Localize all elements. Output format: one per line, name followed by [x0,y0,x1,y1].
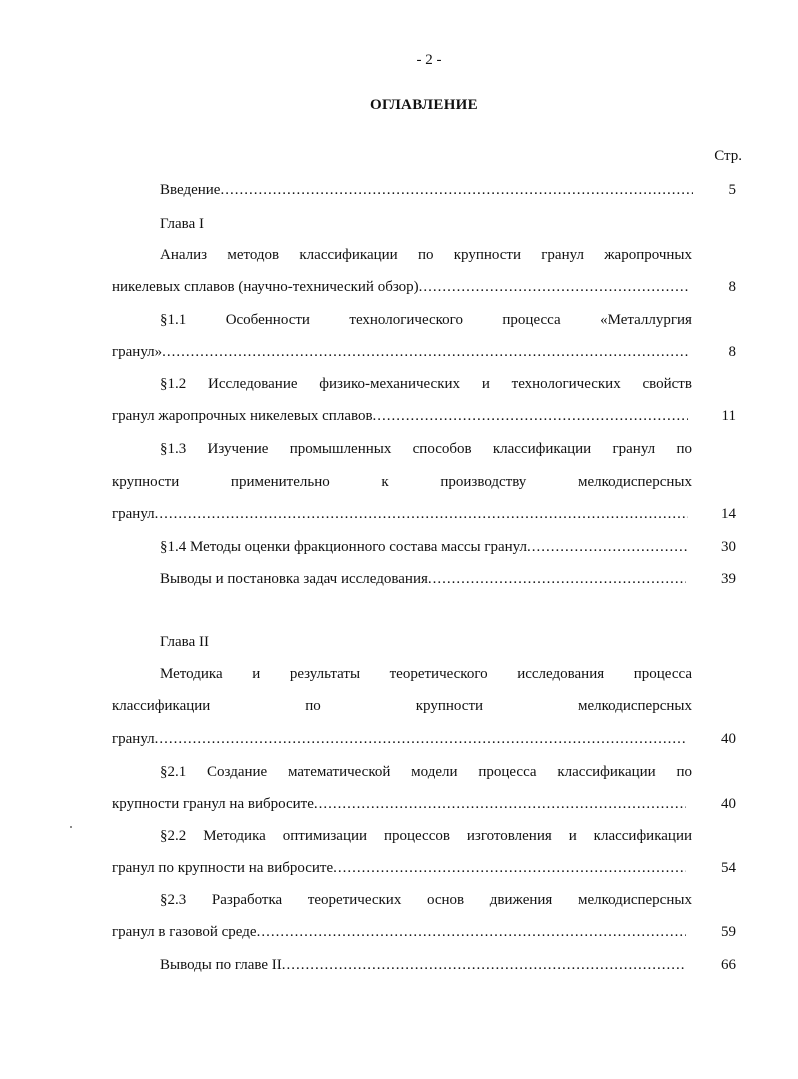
toc-entry-line[interactable] [112,472,692,492]
toc-entry-text: гранул [112,506,155,522]
word: Разработка [211,892,283,908]
word: Изучение [207,441,269,457]
toc-entry-intro[interactable] [160,180,693,200]
word: гранул [541,247,584,263]
word: крупности [453,247,522,263]
word: процессов [383,828,450,844]
word: крупности [112,474,180,490]
word: основ [426,892,465,908]
word: исследования [517,666,605,682]
word: §1.2 [160,376,187,392]
toc-entry-text: гранул [112,731,155,747]
leader-dots [282,955,686,975]
toc-entry-line[interactable] [112,504,688,524]
word: §1.3 [160,441,187,457]
word: мелкодисперсных [577,698,692,714]
word: Методика [160,666,223,682]
word: мелкодисперсных [577,474,692,490]
word: промышленных [289,441,392,457]
toc-entry-text: гранул в газовой среде [112,924,257,940]
toc-entry-text: гранул жаропрочных никелевых сплавов [112,408,373,424]
word: Особенности [225,312,310,328]
toc-page-number: 8 [728,279,736,295]
leader-dots [257,922,686,942]
word: классификации [593,828,692,844]
toc-entry-line[interactable] [112,406,688,426]
word: к [381,474,389,490]
word: модели [411,764,458,780]
word: и [481,376,490,392]
word: классификации [492,441,592,457]
toc-entry-1-3[interactable] [160,439,692,459]
toc-entry-chapter2-title[interactable] [160,664,692,684]
leader-dots [333,858,686,878]
toc-entry-line[interactable] [112,277,688,297]
word: Создание [207,764,268,780]
word: процесса [478,764,537,780]
toc-entry-conclusions-2[interactable] [160,955,686,975]
word: математической [287,764,391,780]
toc-page-number: 40 [721,796,736,812]
toc-entry-2-3[interactable] [160,890,692,910]
word: технологического [349,312,463,328]
toc-entry-2-1[interactable] [160,762,692,782]
word: §2.3 [160,892,187,908]
toc-entry-1-1[interactable] [160,310,692,330]
word: Исследование [208,376,298,392]
word: процесса [502,312,561,328]
toc-page-number: 66 [721,957,736,973]
word: «Металлургия [600,312,692,328]
word: классификации [299,247,398,263]
toc-entry-1-2[interactable] [160,374,692,394]
leader-dots [527,537,688,557]
toc-entry-line[interactable] [112,729,686,749]
word: и [568,828,577,844]
toc-entry-text: никелевых сплавов (научно-технический обзор) [112,279,419,295]
word: теоретического [389,666,488,682]
word: физико-механических [319,376,461,392]
toc-entry-conclusions-1[interactable] [160,569,686,589]
toc-entry-line[interactable] [112,794,686,814]
leader-dots [419,277,688,297]
leader-dots [220,180,693,200]
word: Методика [203,828,266,844]
leader-dots [373,406,688,426]
toc-entry-text: гранул» [112,344,163,360]
word: методов [227,247,280,263]
word: изготовления [466,828,552,844]
toc-page-number: 11 [721,408,736,424]
word: способов [412,441,472,457]
word: Анализ [160,247,208,263]
page-title: ОГЛАВЛЕНИЕ [370,97,478,113]
toc-page-number: 40 [721,731,736,747]
toc-entry-line[interactable] [112,858,686,878]
word: свойств [642,376,692,392]
word: оптимизации [282,828,368,844]
word: крупности [415,698,484,714]
word: применительно [230,474,330,490]
toc-page-number: 8 [728,344,736,360]
toc-entry-text: крупности гранул на вибросите [112,796,314,812]
word: жаропрочных [604,247,692,263]
toc-entry-text: §1.4 Методы оценки фракционного состава массы гранул [160,539,527,555]
word: мелкодисперсных [577,892,692,908]
word: производству [440,474,527,490]
toc-page-number: 54 [721,860,736,876]
toc-entry-2-2[interactable] [160,826,692,846]
word: классификации [557,764,656,780]
word: §1.1 [160,312,187,328]
page-column-label: Стр. [714,148,742,164]
chapter-heading: Глава I [160,216,204,232]
word: теоретических [307,892,402,908]
word: технологических [511,376,621,392]
toc-entry-line[interactable] [112,696,692,716]
word: результаты [289,666,361,682]
toc-entry-text: гранул по крупности на вибросите [112,860,334,876]
leader-dots [162,342,690,362]
leader-dots [155,504,688,524]
word: и [252,666,261,682]
toc-entry-line[interactable] [112,342,690,362]
word: классификации [112,698,211,714]
toc-page-number: 30 [721,539,736,555]
word: по [417,247,434,263]
toc-page-number: 14 [721,506,736,522]
toc-page-number: 5 [728,182,736,198]
leader-dots [314,794,686,814]
toc-entry-line[interactable] [112,922,686,942]
scan-speck [70,826,72,828]
leader-dots [428,569,686,589]
word: по [676,441,692,457]
toc-entry-text: Выводы и постановка задач исследования [160,571,428,587]
word: движения [489,892,553,908]
word: по [676,764,692,780]
toc-page-number: 59 [721,924,736,940]
word: §2.1 [160,764,187,780]
word: гранул [612,441,656,457]
toc-entry-chapter1-title[interactable] [160,245,692,265]
toc-page-number: 39 [721,571,736,587]
page-number: - 2 - [416,52,442,68]
word: §2.2 [160,828,187,844]
word: процесса [633,666,692,682]
toc-entry-1-4[interactable] [160,537,688,557]
chapter-heading: Глава II [160,634,209,650]
word: по [305,698,321,714]
toc-entry-text: Введение [160,182,221,198]
toc-entry-text: Выводы по главе II [160,957,282,973]
leader-dots [155,729,686,749]
